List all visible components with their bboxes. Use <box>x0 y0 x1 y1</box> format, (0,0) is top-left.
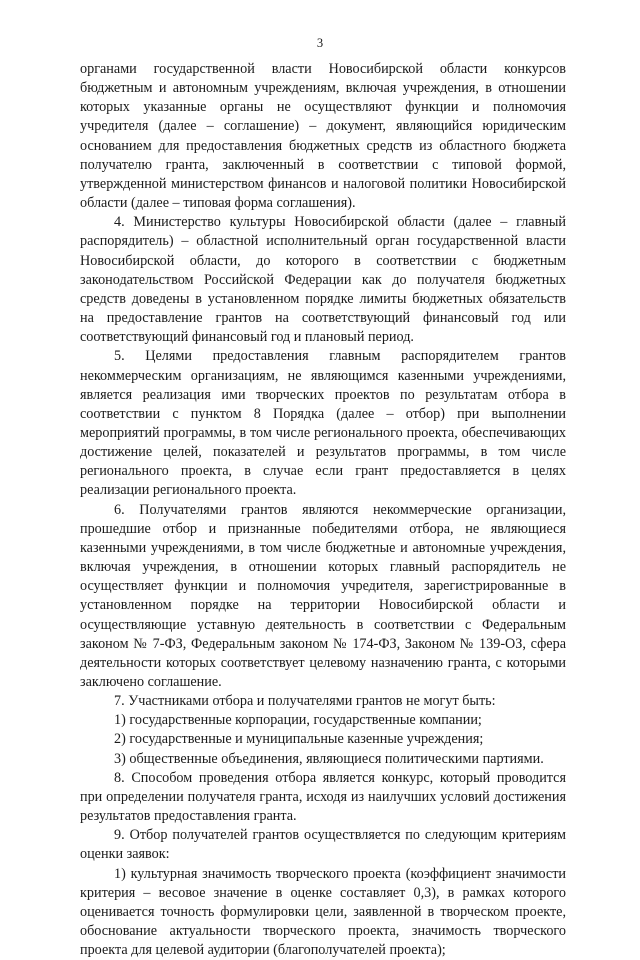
list-item-7-2: 2) государственные и муниципальные казенные учреждения; <box>114 731 484 748</box>
paragraph-item-9: 9. Отбор получателей грантов осуществляется по следующим критериям оценки заявок: <box>80 827 566 863</box>
page-number: 3 <box>316 36 324 50</box>
paragraph-item-8: 8. Способом проведения отбора является конкурс, который проводится при определении получателя гранта, исходя из наилучших условий достижения результатов предоставления гранта. <box>80 769 566 825</box>
paragraph-item-6: 6. Получателями грантов являются некоммерческие организации, прошедшие отбор и признанные победителями отбора, не являющиеся казенными учреждениями, в том числе бюджетные и автономные учреждения, включая учреждения, в отношении которых главный распорядитель не осуществляет функции и полномочия учредителя, зарегистрированные в установленном порядке на территории Новосибирской области и осуществляющие уставную деятельность в соответствии с Федеральным законом № 7-ФЗ, Федеральным законом № 174-ФЗ, Законом № 139-ОЗ, сфера деятельности которых соответствует целевому назначению гранта, с которыми заключено соглашение. <box>80 501 566 690</box>
list-item-7-1: 1) государственные корпорации, государственные компании; <box>114 712 482 729</box>
document-body <box>80 60 566 960</box>
list-item-7-3: 3) общественные объединения, являющиеся политическими партиями. <box>114 750 544 767</box>
paragraph-continuation: органами государственной власти Новосибирской области конкурсов бюджетным и автономным учреждениям, включая учреждения, в отношении которых указанные органы не осуществляют функции и полномочия учредителя (далее – соглашение) – документ, являющийся юридическим основанием для предоставления бюджетных средств из областного бюджета получателю гранта, заключенный в соответствии с типовой формой, утвержденной министерством финансов и налоговой политики Новосибирской области (далее – типовая форма соглашения). <box>80 61 566 212</box>
paragraph-item-4: 4. Министерство культуры Новосибирской области (далее – главный распорядитель) – областной исполнительный орган государственной власти Новосибирской области, до которого в соответствии с бюджетным законодательством Российской Федерации как до получателя бюджетных средств доведены в установленном порядке лимиты бюджетных обязательств на предоставление грантов на соответствующий финансовый год или соответствующий финансовый год и плановый период. <box>80 214 566 346</box>
paragraph-item-7: 7. Участниками отбора и получателями грантов не могут быть: <box>114 693 496 710</box>
list-item-9-1: 1) культурная значимость творческого проекта (коэффициент значимости критерия – весовое значение в оценке составляет 0,3), в рамках которого оценивается точность формулировки цели, заявленной в творческом проекте, обоснование актуальности творческого проекта, значимость творческого проекта для целевой аудитории (благополучателей проекта); <box>80 865 566 959</box>
paragraph-item-5: 5. Целями предоставления главным распорядителем грантов некоммерческим организациям, не являющимся казенными учреждениями, является реализация ими творческих проектов по результатам отбора в соответствии с пунктом 8 Порядка (далее – отбор) при выполнении мероприятий программы, в том числе регионального проекта, обеспечивающих достижение целей, показателей и результатов программы, в том числе регионального проекта, в случае если грант предоставляется в целях реализации регионального проекта. <box>80 348 566 499</box>
